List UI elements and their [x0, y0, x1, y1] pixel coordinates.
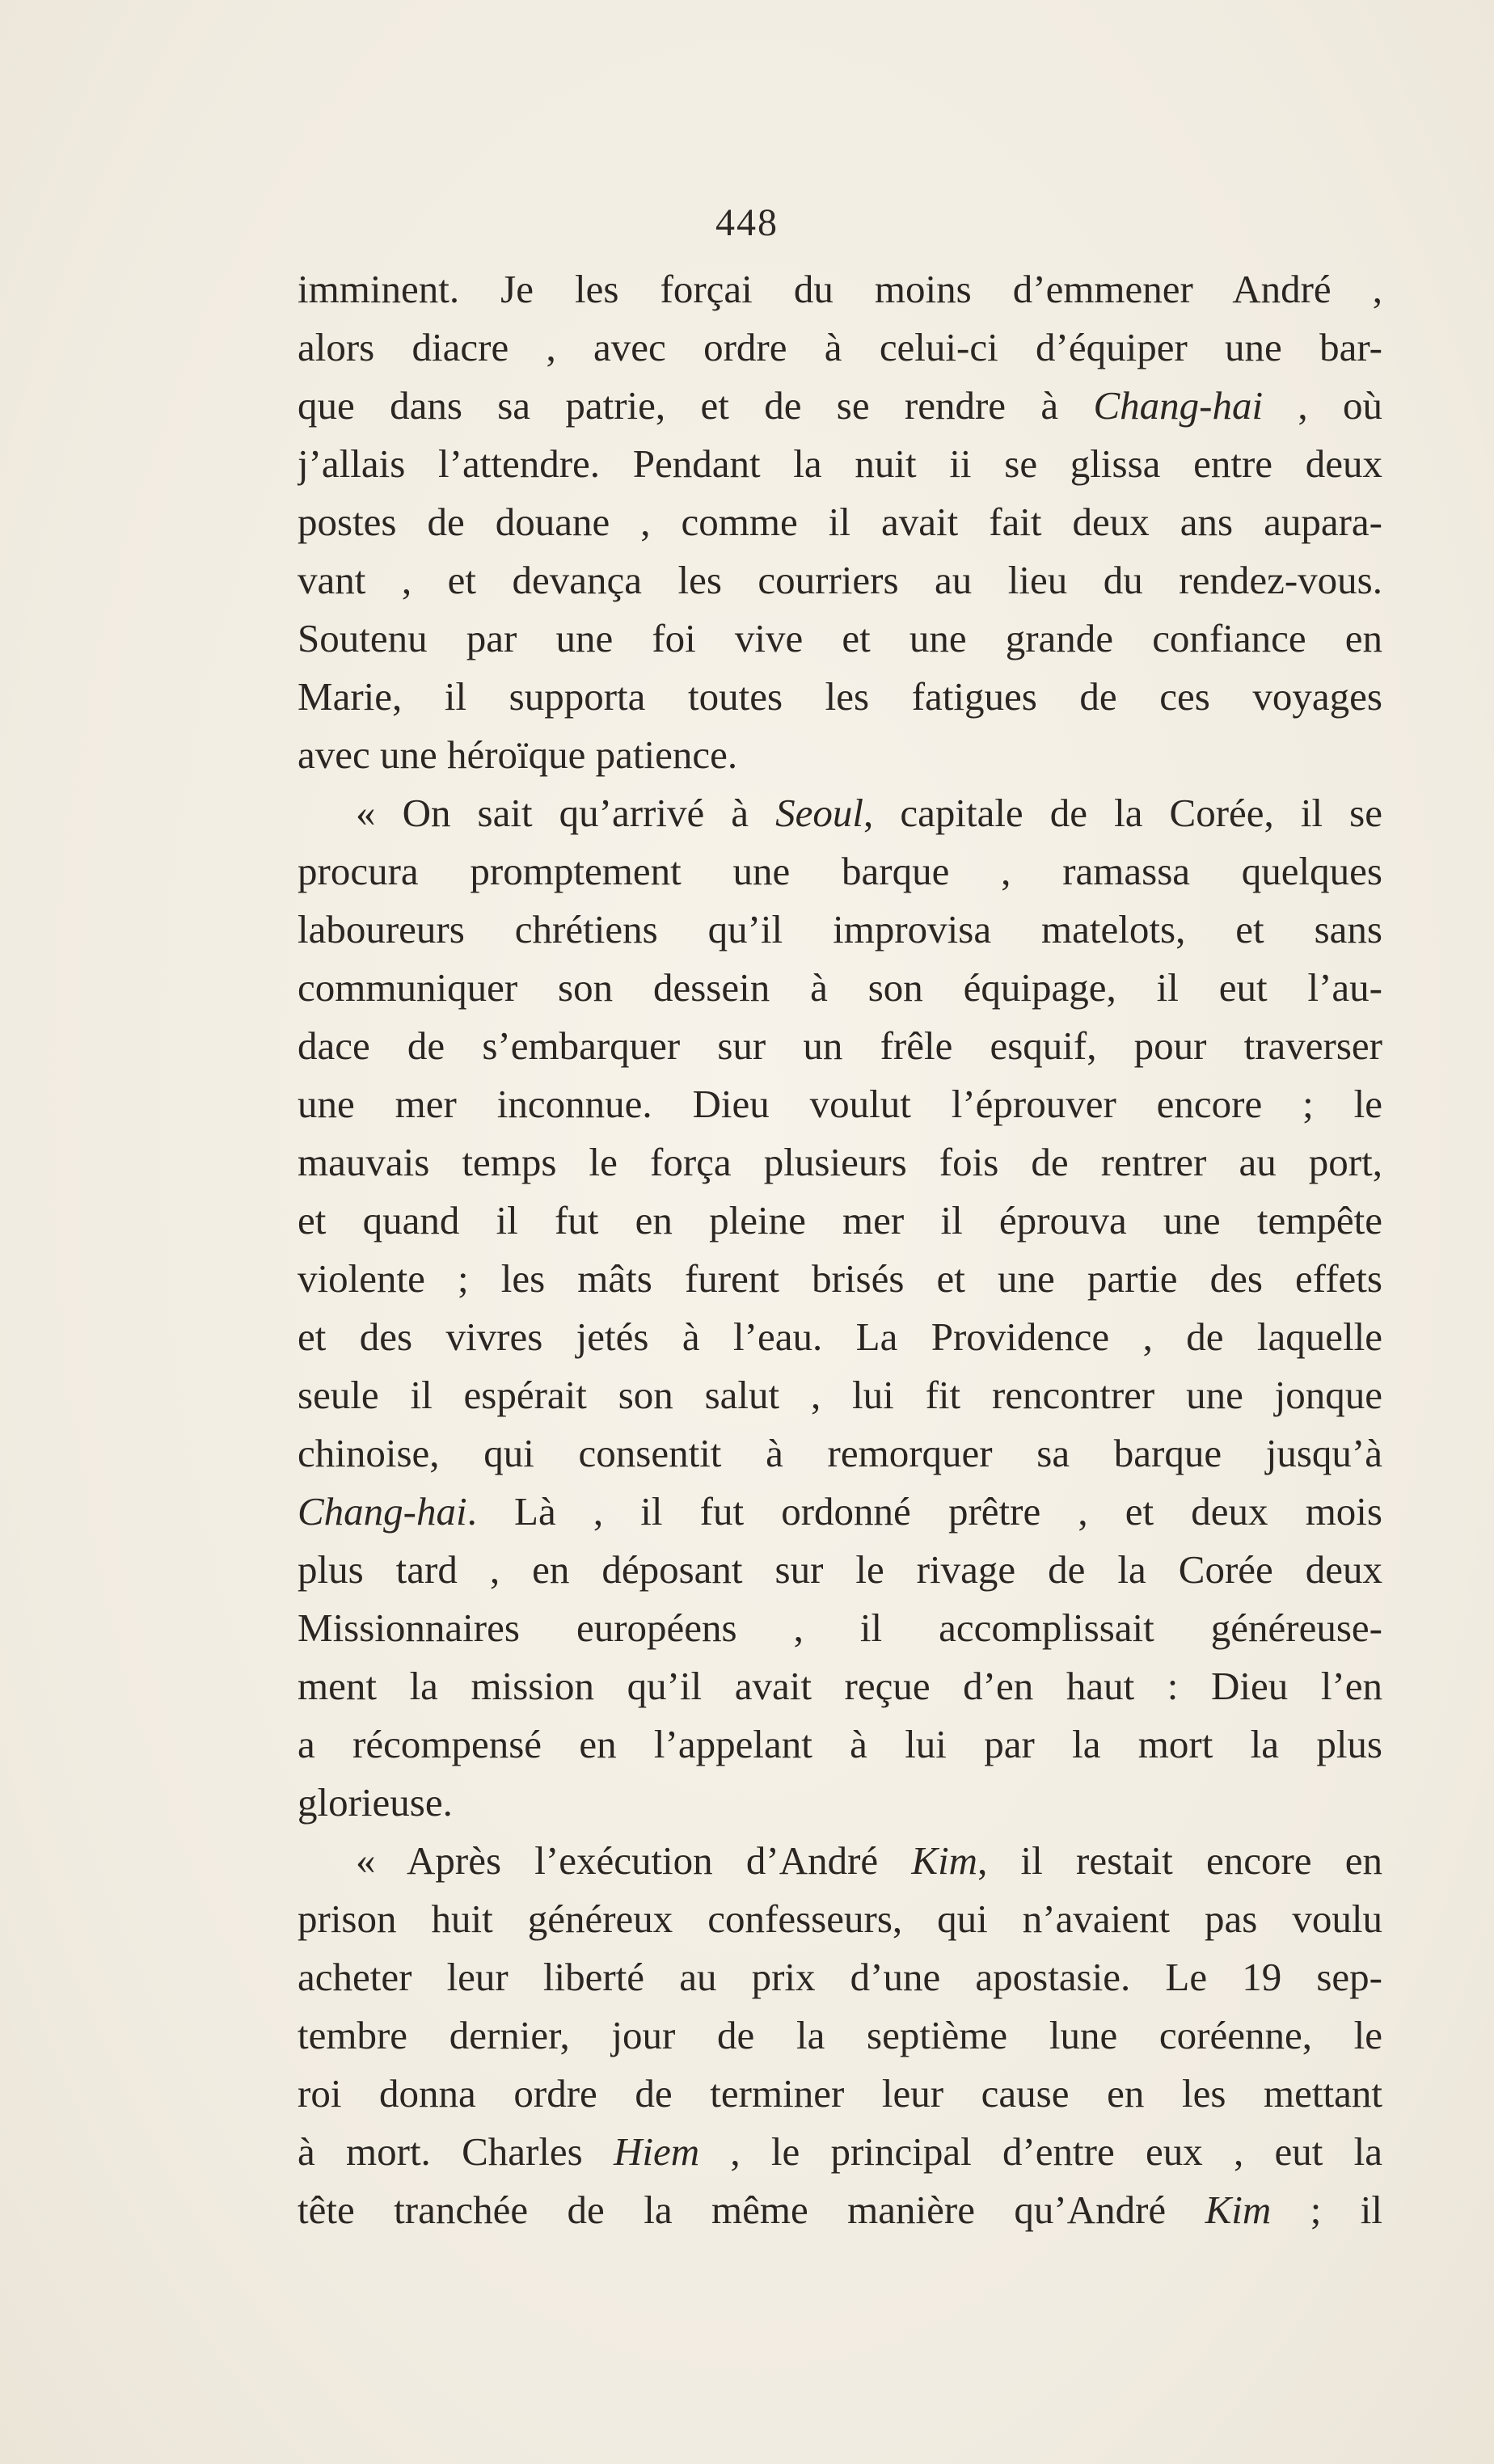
text-line: tête tranchée de la même manière qu’André Kim ; il: [298, 2188, 1382, 2232]
text-line: violente ; les mâts furent brisés et une partie des effets: [298, 1256, 1382, 1301]
text-line: glorieuse.: [298, 1780, 453, 1825]
text-line: et des vivres jetés à l’eau. La Providence , de laquelle: [298, 1314, 1382, 1359]
text-line: chinoise, qui consentit à remorquer sa barque jusqu’à: [298, 1431, 1382, 1475]
text-line: laboureurs chrétiens qu’il improvisa matelots, et sans: [298, 907, 1382, 951]
text-line: Missionnaires européens , il accomplissait généreuse-: [298, 1605, 1382, 1650]
text-line: imminent. Je les forçai du moins d’emmener André ,: [298, 267, 1382, 311]
text-line: acheter leur liberté au prix d’une apostasie. Le 19 sep-: [298, 1955, 1382, 1999]
page-number: 448: [715, 201, 779, 244]
text-line: dace de s’embarquer sur un frêle esquif, pour traverser: [298, 1023, 1382, 1068]
text-line: Marie, il supporta toutes les fatigues de ces voyages: [298, 674, 1382, 719]
text-line: « On sait qu’arrivé à Seoul, capitale de la Corée, il se: [356, 791, 1382, 835]
text-line: Soutenu par une foi vive et une grande confiance en: [298, 616, 1382, 660]
text-line: vant , et devança les courriers au lieu du rendez-vous.: [298, 558, 1382, 602]
text-line: prison huit généreux confesseurs, qui n’avaient pas voulu: [298, 1897, 1382, 1941]
text-line: Chang-hai. Là , il fut ordonné prêtre , et deux mois: [298, 1489, 1382, 1534]
text-line: roi donna ordre de terminer leur cause en les mettant: [298, 2071, 1382, 2116]
text-line: alors diacre , avec ordre à celui-ci d’équiper une bar-: [298, 325, 1382, 369]
text-line: que dans sa patrie, et de se rendre à Chang-hai , où: [298, 383, 1382, 428]
text-line: à mort. Charles Hiem , le principal d’entre eux , eut la: [298, 2129, 1382, 2174]
text-line: ment la mission qu’il avait reçue d’en haut : Dieu l’en: [298, 1664, 1382, 1708]
body-text: [298, 260, 1382, 2239]
text-line: j’allais l’attendre. Pendant la nuit ii se glissa entre deux: [298, 441, 1382, 486]
text-line: mauvais temps le força plusieurs fois de rentrer au port,: [298, 1140, 1382, 1184]
text-line: procura promptement une barque , ramassa quelques: [298, 849, 1382, 893]
text-line: plus tard , en déposant sur le rivage de la Corée deux: [298, 1547, 1382, 1592]
text-line: seule il espérait son salut , lui fit rencontrer une jonque: [298, 1373, 1382, 1417]
text-line: avec une héroïque patience.: [298, 732, 738, 777]
text-line: et quand il fut en pleine mer il éprouva une tempête: [298, 1198, 1382, 1243]
text-line: postes de douane , comme il avait fait deux ans aupara-: [298, 500, 1382, 544]
text-line: tembre dernier, jour de la septième lune coréenne, le: [298, 2013, 1382, 2057]
text-line: a récompensé en l’appelant à lui par la mort la plus: [298, 1722, 1382, 1766]
text-line: « Après l’exécution d’André Kim, il restait encore en: [356, 1838, 1382, 1883]
text-line: une mer inconnue. Dieu voulut l’éprouver encore ; le: [298, 1082, 1382, 1126]
text-line: communiquer son dessein à son équipage, il eut l’au-: [298, 965, 1382, 1010]
